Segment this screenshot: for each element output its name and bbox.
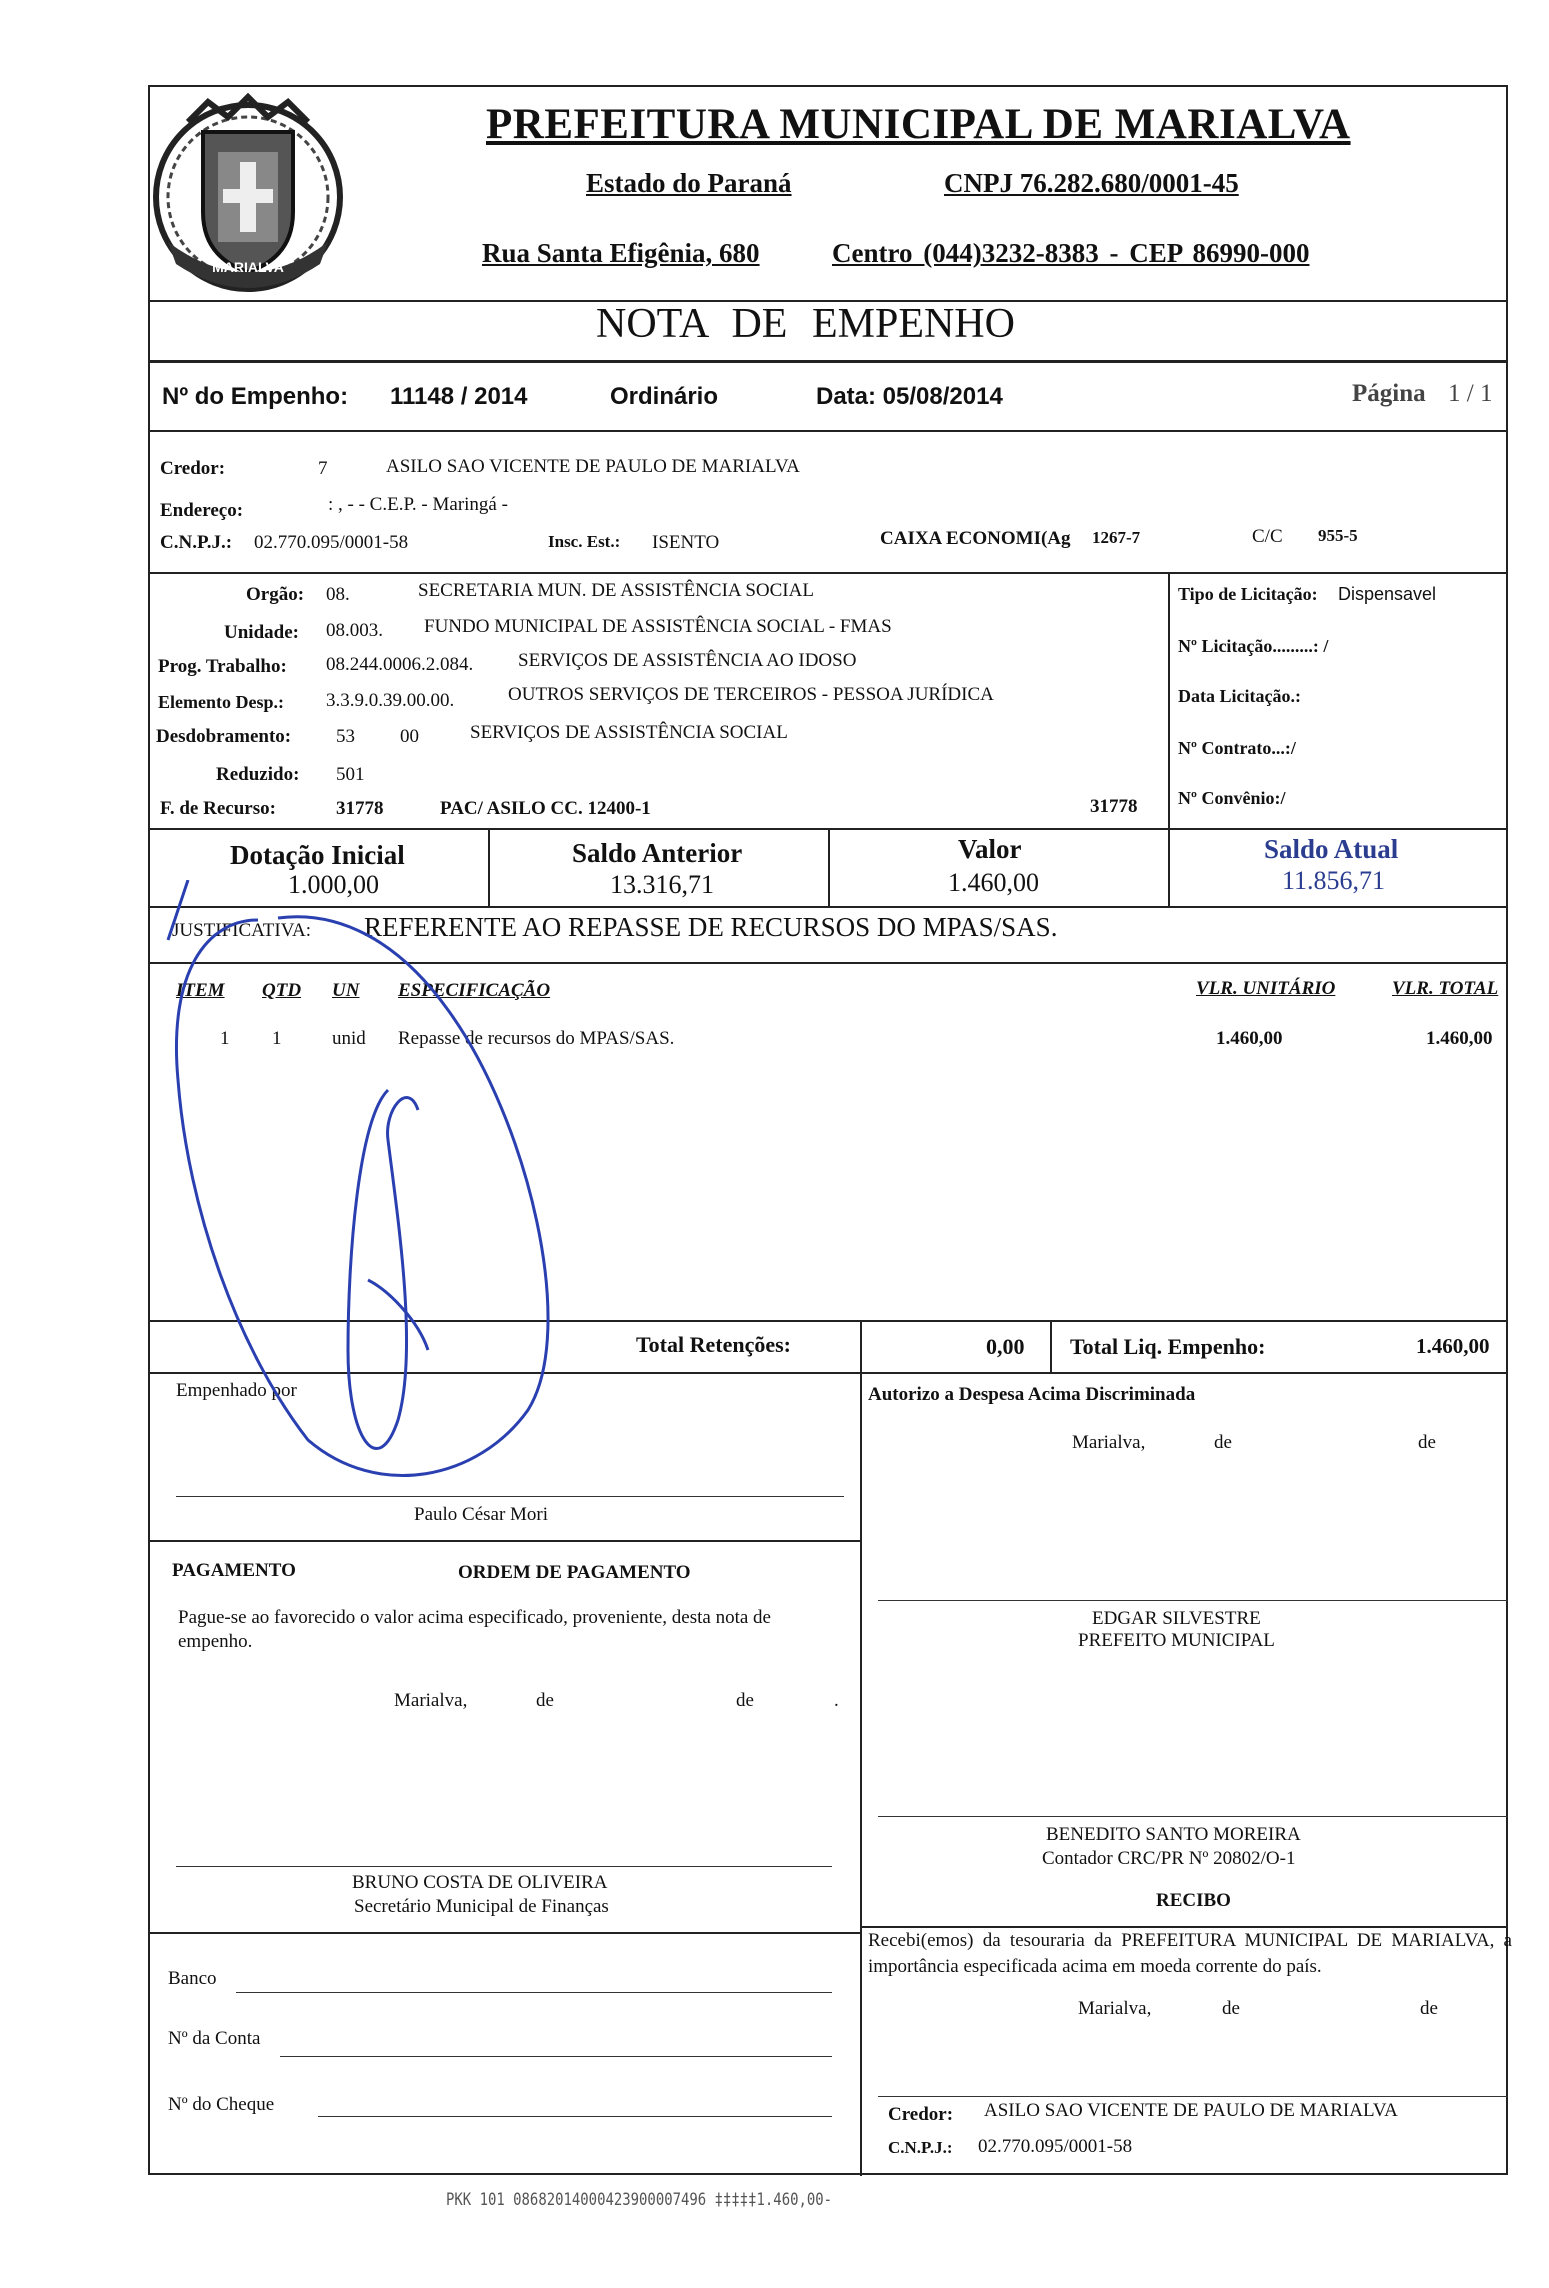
prog-desc: SERVIÇOS DE ASSISTÊNCIA AO IDOSO — [518, 650, 857, 671]
dotacao-label: Dotação Inicial — [230, 840, 405, 870]
conta-label: Nº da Conta — [168, 2028, 261, 2049]
pagamento-dot: . — [834, 1690, 839, 1711]
saldo-anterior-label: Saldo Anterior — [572, 838, 743, 868]
saldo-anterior-value: 13.316,71 — [610, 870, 714, 899]
recurso-right: 31778 — [1090, 796, 1138, 817]
recurso-value: 31778 — [336, 798, 384, 819]
handwritten-signature — [148, 880, 648, 1500]
header-title: PREFEITURA MUNICIPAL DE MARIALVA — [486, 101, 1351, 148]
pagamento-city: Marialva, — [394, 1690, 468, 1711]
saldo-atual-value: 11.856,71 — [1282, 866, 1386, 895]
autorizo-city: Marialva, — [1072, 1432, 1146, 1453]
secretario-name: BRUNO COSTA DE OLIVEIRA — [352, 1872, 608, 1893]
contador-role: Contador CRC/PR Nº 20802/O-1 — [1042, 1848, 1296, 1869]
desdob-label: Desdobramento: — [156, 726, 292, 747]
insc-value: ISENTO — [652, 532, 720, 553]
header-cnpj: CNPJ 76.282.680/0001-45 — [944, 168, 1239, 198]
recibo-de2: de — [1420, 1998, 1438, 2019]
recurso-label: F. de Recurso: — [160, 798, 276, 819]
numero-contrato: Nº Contrato...:/ — [1178, 738, 1296, 758]
unidade-desc: FUNDO MUNICIPAL DE ASSISTÊNCIA SOCIAL - FMAS — [424, 616, 892, 637]
page-label: Página — [1352, 380, 1426, 407]
col-item: ITEM — [176, 980, 225, 1001]
page-value: 1 / 1 — [1448, 380, 1493, 407]
retencoes-value: 0,00 — [986, 1334, 1025, 1359]
orgao-label: Orgão: — [246, 584, 305, 605]
prog-label: Prog. Trabalho: — [158, 656, 287, 677]
prefeito-name: EDGAR SILVESTRE — [1092, 1608, 1261, 1629]
cheque-line[interactable] — [318, 2116, 832, 2117]
desdob-b: 00 — [400, 726, 419, 747]
autorizo-de1: de — [1214, 1432, 1232, 1453]
retencoes-label: Total Retenções: — [636, 1332, 791, 1357]
unidade-value: 08.003. — [326, 620, 383, 641]
contador-name: BENEDITO SANTO MOREIRA — [1046, 1824, 1301, 1845]
pagamento-de1: de — [536, 1690, 554, 1711]
desdob-desc: SERVIÇOS DE ASSISTÊNCIA SOCIAL — [470, 722, 788, 743]
elemento-label: Elemento Desp.: — [158, 692, 284, 712]
municipal-crest — [148, 92, 348, 302]
pagamento-text: Pague-se ao favorecido o valor acima especificado, proveniente, desta nota de empenho. — [178, 1607, 771, 1652]
row-item: 1 — [220, 1028, 230, 1049]
endereco-value: : , - - C.E.P. - Maringá - — [328, 494, 508, 515]
bank-agencia: 1267-7 — [1092, 528, 1141, 547]
col-especificacao: ESPECIFICAÇÃO — [398, 980, 551, 1001]
footer-code: PKK 101 08682014000423900007496 ‡‡‡‡‡1.460,00- — [446, 2190, 833, 2210]
prog-value: 08.244.0006.2.084. — [326, 654, 474, 675]
banco-label: Banco — [168, 1968, 217, 1989]
credor-code: 7 — [318, 458, 328, 479]
empenhado-name: Paulo César Mori — [414, 1504, 549, 1525]
secretario-role: Secretário Municipal de Finanças — [354, 1896, 609, 1917]
header-district-phone-cep: Centro (044)3232-8383 - CEP 86990-000 — [832, 238, 1310, 268]
prefeito-role: PREFEITO MUNICIPAL — [1078, 1630, 1275, 1651]
justificativa-label: JUSTIFICATIVA: — [172, 920, 312, 941]
header-address: Rua Santa Efigênia, 680 — [482, 238, 760, 268]
bank-name: CAIXA ECONOMI(Ag — [880, 528, 1071, 549]
crest-text: MARIALVA — [212, 259, 284, 275]
cc-label: C/C — [1252, 526, 1283, 547]
empenho-type: Ordinário — [610, 383, 719, 410]
row-un: unid — [332, 1028, 366, 1049]
credor-name: ASILO SAO VICENTE DE PAULO DE MARIALVA — [386, 456, 800, 477]
credor-label: Credor: — [160, 458, 226, 479]
valor-value: 1.460,00 — [948, 868, 1039, 897]
col-vlr-unitario: VLR. UNITÁRIO — [1196, 978, 1336, 999]
empenho-date: Data: 05/08/2014 — [816, 383, 1003, 410]
unidade-label: Unidade: — [224, 622, 299, 643]
cc-value: 955-5 — [1318, 526, 1358, 545]
autorizo-de2: de — [1418, 1432, 1436, 1453]
row-qtd: 1 — [272, 1028, 282, 1049]
ordem-pagamento-label: ORDEM DE PAGAMENTO — [458, 1562, 691, 1583]
justificativa-text: REFERENTE AO REPASSE DE RECURSOS DO MPAS/SAS. — [364, 912, 1058, 942]
dotacao-value: 1.000,00 — [288, 870, 379, 899]
col-vlr-total: VLR. TOTAL — [1392, 978, 1499, 999]
elemento-desc: OUTROS SERVIÇOS DE TERCEIROS - PESSOA JURÍDICA — [508, 684, 994, 705]
pagamento-label: PAGAMENTO — [172, 1560, 296, 1581]
orgao-desc: SECRETARIA MUN. DE ASSISTÊNCIA SOCIAL — [418, 580, 814, 601]
data-licitacao: Data Licitação.: — [1178, 686, 1301, 706]
cheque-label: Nº do Cheque — [168, 2094, 275, 2115]
recibo-city: Marialva, — [1078, 1998, 1152, 2019]
pagamento-de2: de — [736, 1690, 754, 1711]
tipo-licitacao-value: Dispensavel — [1338, 584, 1437, 604]
numero-licitacao: Nº Licitação.........: / — [1178, 636, 1329, 656]
crest-icon — [148, 92, 348, 302]
elemento-value: 3.3.9.0.39.00.00. — [326, 690, 455, 711]
recurso-desc: PAC/ ASILO CC. 12400-1 — [440, 798, 651, 819]
desdob-a: 53 — [336, 726, 355, 747]
liquido-value: 1.460,00 — [1416, 1334, 1490, 1358]
conta-line[interactable] — [280, 2056, 832, 2057]
credor-cnpj: 02.770.095/0001-58 — [254, 532, 409, 553]
reduzido-label: Reduzido: — [216, 764, 300, 785]
reduzido-value: 501 — [336, 764, 365, 785]
col-un: UN — [332, 980, 360, 1001]
orgao-value: 08. — [326, 584, 350, 605]
empenho-label: Nº do Empenho: — [162, 383, 349, 410]
endereco-label: Endereço: — [160, 500, 244, 521]
recibo-cnpj: 02.770.095/0001-58 — [978, 2136, 1133, 2157]
numero-convenio: Nº Convênio:/ — [1178, 788, 1286, 808]
empenho-number: 11148 / 2014 — [390, 383, 528, 410]
row-total: 1.460,00 — [1426, 1028, 1493, 1049]
insc-label: Insc. Est.: — [548, 532, 621, 551]
valor-label: Valor — [958, 834, 1022, 864]
col-qtd: QTD — [262, 980, 302, 1001]
row-espec: Repasse de recursos do MPAS/SAS. — [398, 1028, 675, 1049]
recibo-credor-label: Credor: — [888, 2104, 954, 2125]
tipo-licitacao-label: Tipo de Licitação: — [1178, 584, 1318, 604]
row-unit: 1.460,00 — [1216, 1028, 1283, 1049]
recibo-cnpj-label: C.N.P.J.: — [888, 2138, 953, 2157]
document-title: NOTA DE EMPENHO — [596, 301, 1015, 347]
autorizo-label: Autorizo a Despesa Acima Discriminada — [868, 1384, 1196, 1405]
recibo-de1: de — [1222, 1998, 1240, 2019]
recibo-text: Recebi(emos) da tesouraria da PREFEITURA MUNICIPAL DE MARIALVA, a importância especificada acima em moeda corrente do país. — [868, 1930, 1512, 1977]
empenhado-label: Empenhado por — [176, 1380, 297, 1401]
recibo-credor-name: ASILO SAO VICENTE DE PAULO DE MARIALVA — [984, 2100, 1398, 2121]
liquido-label: Total Liq. Empenho: — [1070, 1334, 1266, 1359]
header-state: Estado do Paraná — [586, 168, 792, 198]
recibo-label: RECIBO — [1156, 1890, 1231, 1911]
saldo-atual-label: Saldo Atual — [1264, 834, 1399, 864]
credor-cnpj-label: C.N.P.J.: — [160, 532, 233, 553]
banco-line[interactable] — [236, 1992, 832, 1993]
